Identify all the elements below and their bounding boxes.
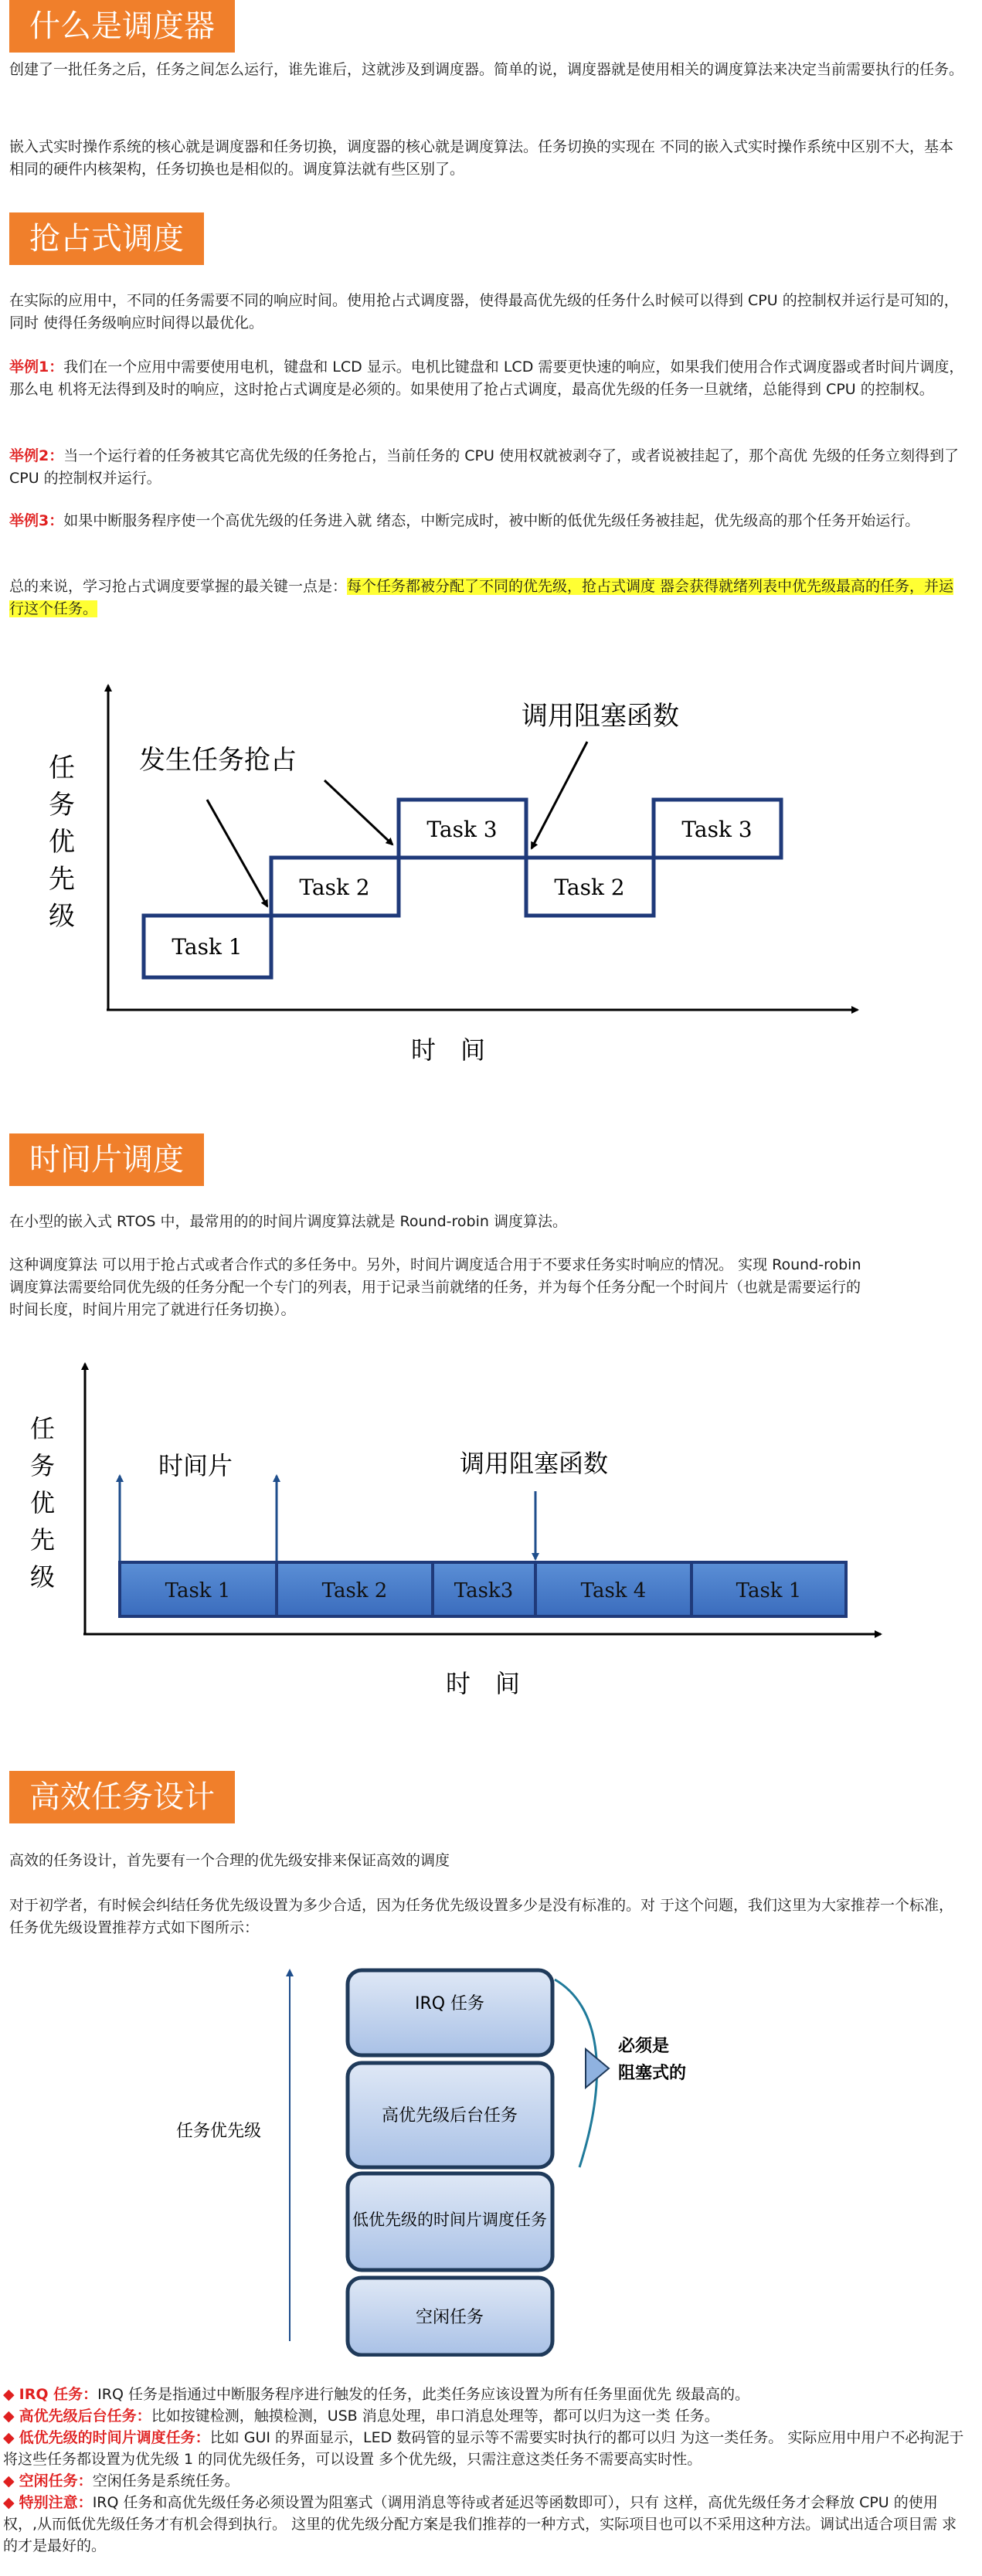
task-label: Task 3 (426, 817, 498, 842)
task-label: Task 4 (580, 1579, 647, 1602)
bullet-item (3, 2405, 969, 2427)
task-label: Task3 (454, 1579, 514, 1602)
x-axis-label: 时 间 (410, 1035, 486, 1065)
y-axis-label: 任 (29, 1414, 56, 1443)
block-arrow (532, 742, 587, 848)
example-text: 如果中断服务程序使一个高优先级的任务进入就 绪态，中断完成时，被中断的低优先级任务被挂起，优先级高的那个任务开始运行。 (63, 512, 920, 529)
task-label: Task 2 (554, 875, 625, 900)
diamond-icon: ◆ (3, 2408, 15, 2425)
bullet-label: 低优先级的时间片调度任务： (19, 2429, 210, 2446)
bullet-label: IRQ 任务： (19, 2386, 98, 2403)
timeslice-diagram (0, 1337, 982, 1723)
priority-box-label: 高优先级后台任务 (381, 2106, 518, 2126)
paragraph: 高效的任务设计，首先要有一个合理的优先级安排来保证高效的调度 (9, 1852, 450, 1869)
preempt-arrow (207, 800, 267, 906)
task-label: Task 2 (299, 875, 370, 900)
y-axis-label: 务 (29, 1451, 56, 1480)
summary (9, 576, 967, 620)
y-axis-label: 任 (49, 753, 75, 783)
priority-diagram (0, 1955, 982, 2357)
bullet-text: 空闲任务是系统任务。 (92, 2472, 240, 2489)
bullet-item (3, 2492, 969, 2557)
priority-axis-label: 任务优先级 (175, 2122, 262, 2141)
task-label: Task 1 (172, 934, 243, 960)
bullet-text: IRQ 任务是指通过中断服务程序进行触发的任务，此类任务应该设置为所有任务里面优先 级最高的。 (97, 2386, 749, 2403)
summary-text: 总的来说，学习抢占式调度要掌握的最关键一点是： (9, 578, 348, 595)
diamond-icon: ◆ (3, 2429, 15, 2446)
example-label: 举例3： (9, 512, 64, 529)
preempt-arrow (325, 780, 392, 845)
paragraph: 在小型的嵌入式 RTOS 中，最常用的的时间片调度算法就是 Round-robin 调度算法。 (9, 1213, 567, 1230)
summary-highlight: 每个任务都被分配了不同的优先级，抢占式调度 器会获得就绪列表中优先级最高的任务，并运行这个任务。 (9, 578, 954, 617)
y-axis-label: 先 (49, 864, 75, 895)
bullet-text: 比如 GUI 的界面显示，LED 数码管的显示等不需要实时执行的都可以归 为这一类任务。 实际应用中用户不必拘泥于将这些任务都设置为优先级 1 的同优先级任务，可以设置 多个优先级，只需注意这类任务不需要高实时性。 (3, 2429, 964, 2468)
paragraph: 创建了一批任务之后，任务之间怎么运行，谁先谁后，这就涉及到调度器。简单的说，调度器就是使用相关的调度算法来决定当前需要执行的任务。 (9, 61, 964, 78)
bullet-text: 比如按键检测，触摸检测，USB 消息处理，串口消息处理等，都可以归为这一类 任务。 (151, 2408, 719, 2425)
diamond-icon: ◆ (3, 2386, 15, 2403)
task-label: Task 2 (321, 1579, 388, 1602)
bullet-item (3, 2470, 969, 2492)
annotation-block: 调用阻塞函数 (460, 1449, 609, 1478)
paragraph: 在实际的应用中，不同的任务需要不同的响应时间。使用抢占式调度器，使得最高优先级的任务什么时候可以得到 CPU 的控制权并运行是可知的，同时 使得任务级响应时间得以最优化。 (9, 292, 959, 331)
section-title-timeslice: 时间片调度 (9, 1133, 204, 1186)
annotation-block: 调用阻塞函数 (522, 701, 679, 732)
bullet-label: 特别注意： (19, 2494, 93, 2511)
bullet-label: 空闲任务： (19, 2472, 93, 2489)
section-title-efficient-design: 高效任务设计 (9, 1771, 235, 1823)
section-title-scheduler: 什么是调度器 (9, 0, 235, 53)
priority-bullet-list (3, 2384, 969, 2557)
example-2 (9, 445, 967, 490)
example-text: 我们在一个应用中需要使用电机，键盘和 LCD 显示。电机比键盘和 LCD 需要更快速的响应，如果我们使用合作式调度器或者时间片调度，那么电 机将无法得到及时的响应，这时抢占式调度是必须的。如果使用了抢占式调度，最高优先级的任务一旦就绪，总能得到 CPU 的控制权。 (9, 359, 964, 398)
bullet-item (3, 2384, 969, 2405)
y-axis-label: 级 (49, 901, 75, 932)
example-3 (9, 510, 967, 532)
y-axis-label: 优 (29, 1488, 56, 1517)
bullet-label: 高优先级后台任务： (19, 2408, 151, 2425)
y-axis-label: 优 (49, 827, 75, 858)
paragraph: 嵌入式实时操作系统的核心就是调度器和任务切换，调度器的核心就是调度算法。任务切换的实现在 不同的嵌入式实时操作系统中区别不大，基本相同的硬件内核架构，任务切换也是相似的。调度算法就有些区别了。 (9, 138, 954, 178)
task-label: Task 3 (681, 817, 753, 842)
y-axis-label: 级 (29, 1562, 56, 1592)
brace-label: 阻塞式的 (618, 2064, 687, 2083)
task-label: Task 1 (736, 1579, 802, 1602)
brace-label: 必须是 (618, 2037, 670, 2056)
priority-box-label: 空闲任务 (415, 2308, 484, 2327)
bullet-text: IRQ 任务和高优先级任务必须设置为阻塞式（调用消息等待或者延迟等函数即可），只有 这样，高优先级任务才会释放 CPU 的使用权，,从而低优先级任务才有机会得到执行。 这里的优先级分配方案是我们推荐的一种方式，实际项目也可以不采用这种方法。调试出适合项目需 求的才是最好的。 (3, 2494, 957, 2554)
annotation-preempt: 发生任务抢占 (139, 745, 297, 776)
example-label: 举例1： (9, 359, 64, 376)
preemptive-diagram (0, 661, 982, 1093)
y-axis-label: 先 (29, 1525, 56, 1555)
priority-box-label: 低优先级的时间片调度任务 (352, 2211, 547, 2229)
x-axis-label: 时 间 (445, 1669, 521, 1698)
y-axis-label: 务 (49, 790, 75, 821)
example-label: 举例2： (9, 447, 64, 464)
example-1 (9, 356, 967, 401)
task-label: Task 1 (165, 1579, 231, 1602)
paragraph: 这种调度算法 可以用于抢占式或者合作式的多任务中。另外，时间片调度适合用于不要求任务实时响应的情况。 实现 Round-robin 调度算法需要给同优先级的任务分配一个专门的列表，用于记录当前就绪的任务，并为每个任务分配一个时间片（也就是需要运行的时间长度，时间片用完了就进行任务切换）。 (9, 1256, 861, 1318)
section-title-preemptive: 抢占式调度 (9, 212, 204, 265)
annotation-timeslice: 时间片 (158, 1451, 233, 1480)
priority-box-label: IRQ 任务 (414, 1994, 485, 2014)
diamond-icon: ◆ (3, 2494, 15, 2511)
bullet-item (3, 2427, 969, 2470)
paragraph: 对于初学者，有时候会纠结任务优先级设置为多少合适，因为任务优先级设置多少是没有标准的。对 于这个问题，我们这里为大家推荐一个标准，任务优先级设置推荐方式如下图所示： (9, 1897, 954, 1936)
diamond-icon: ◆ (3, 2472, 15, 2489)
example-text: 当一个运行着的任务被其它高优先级的任务抢占，当前任务的 CPU 使用权就被剥夺了，或者说被挂起了，那个高优 先级的任务立刻得到了 CPU 的控制权并运行。 (9, 447, 959, 487)
